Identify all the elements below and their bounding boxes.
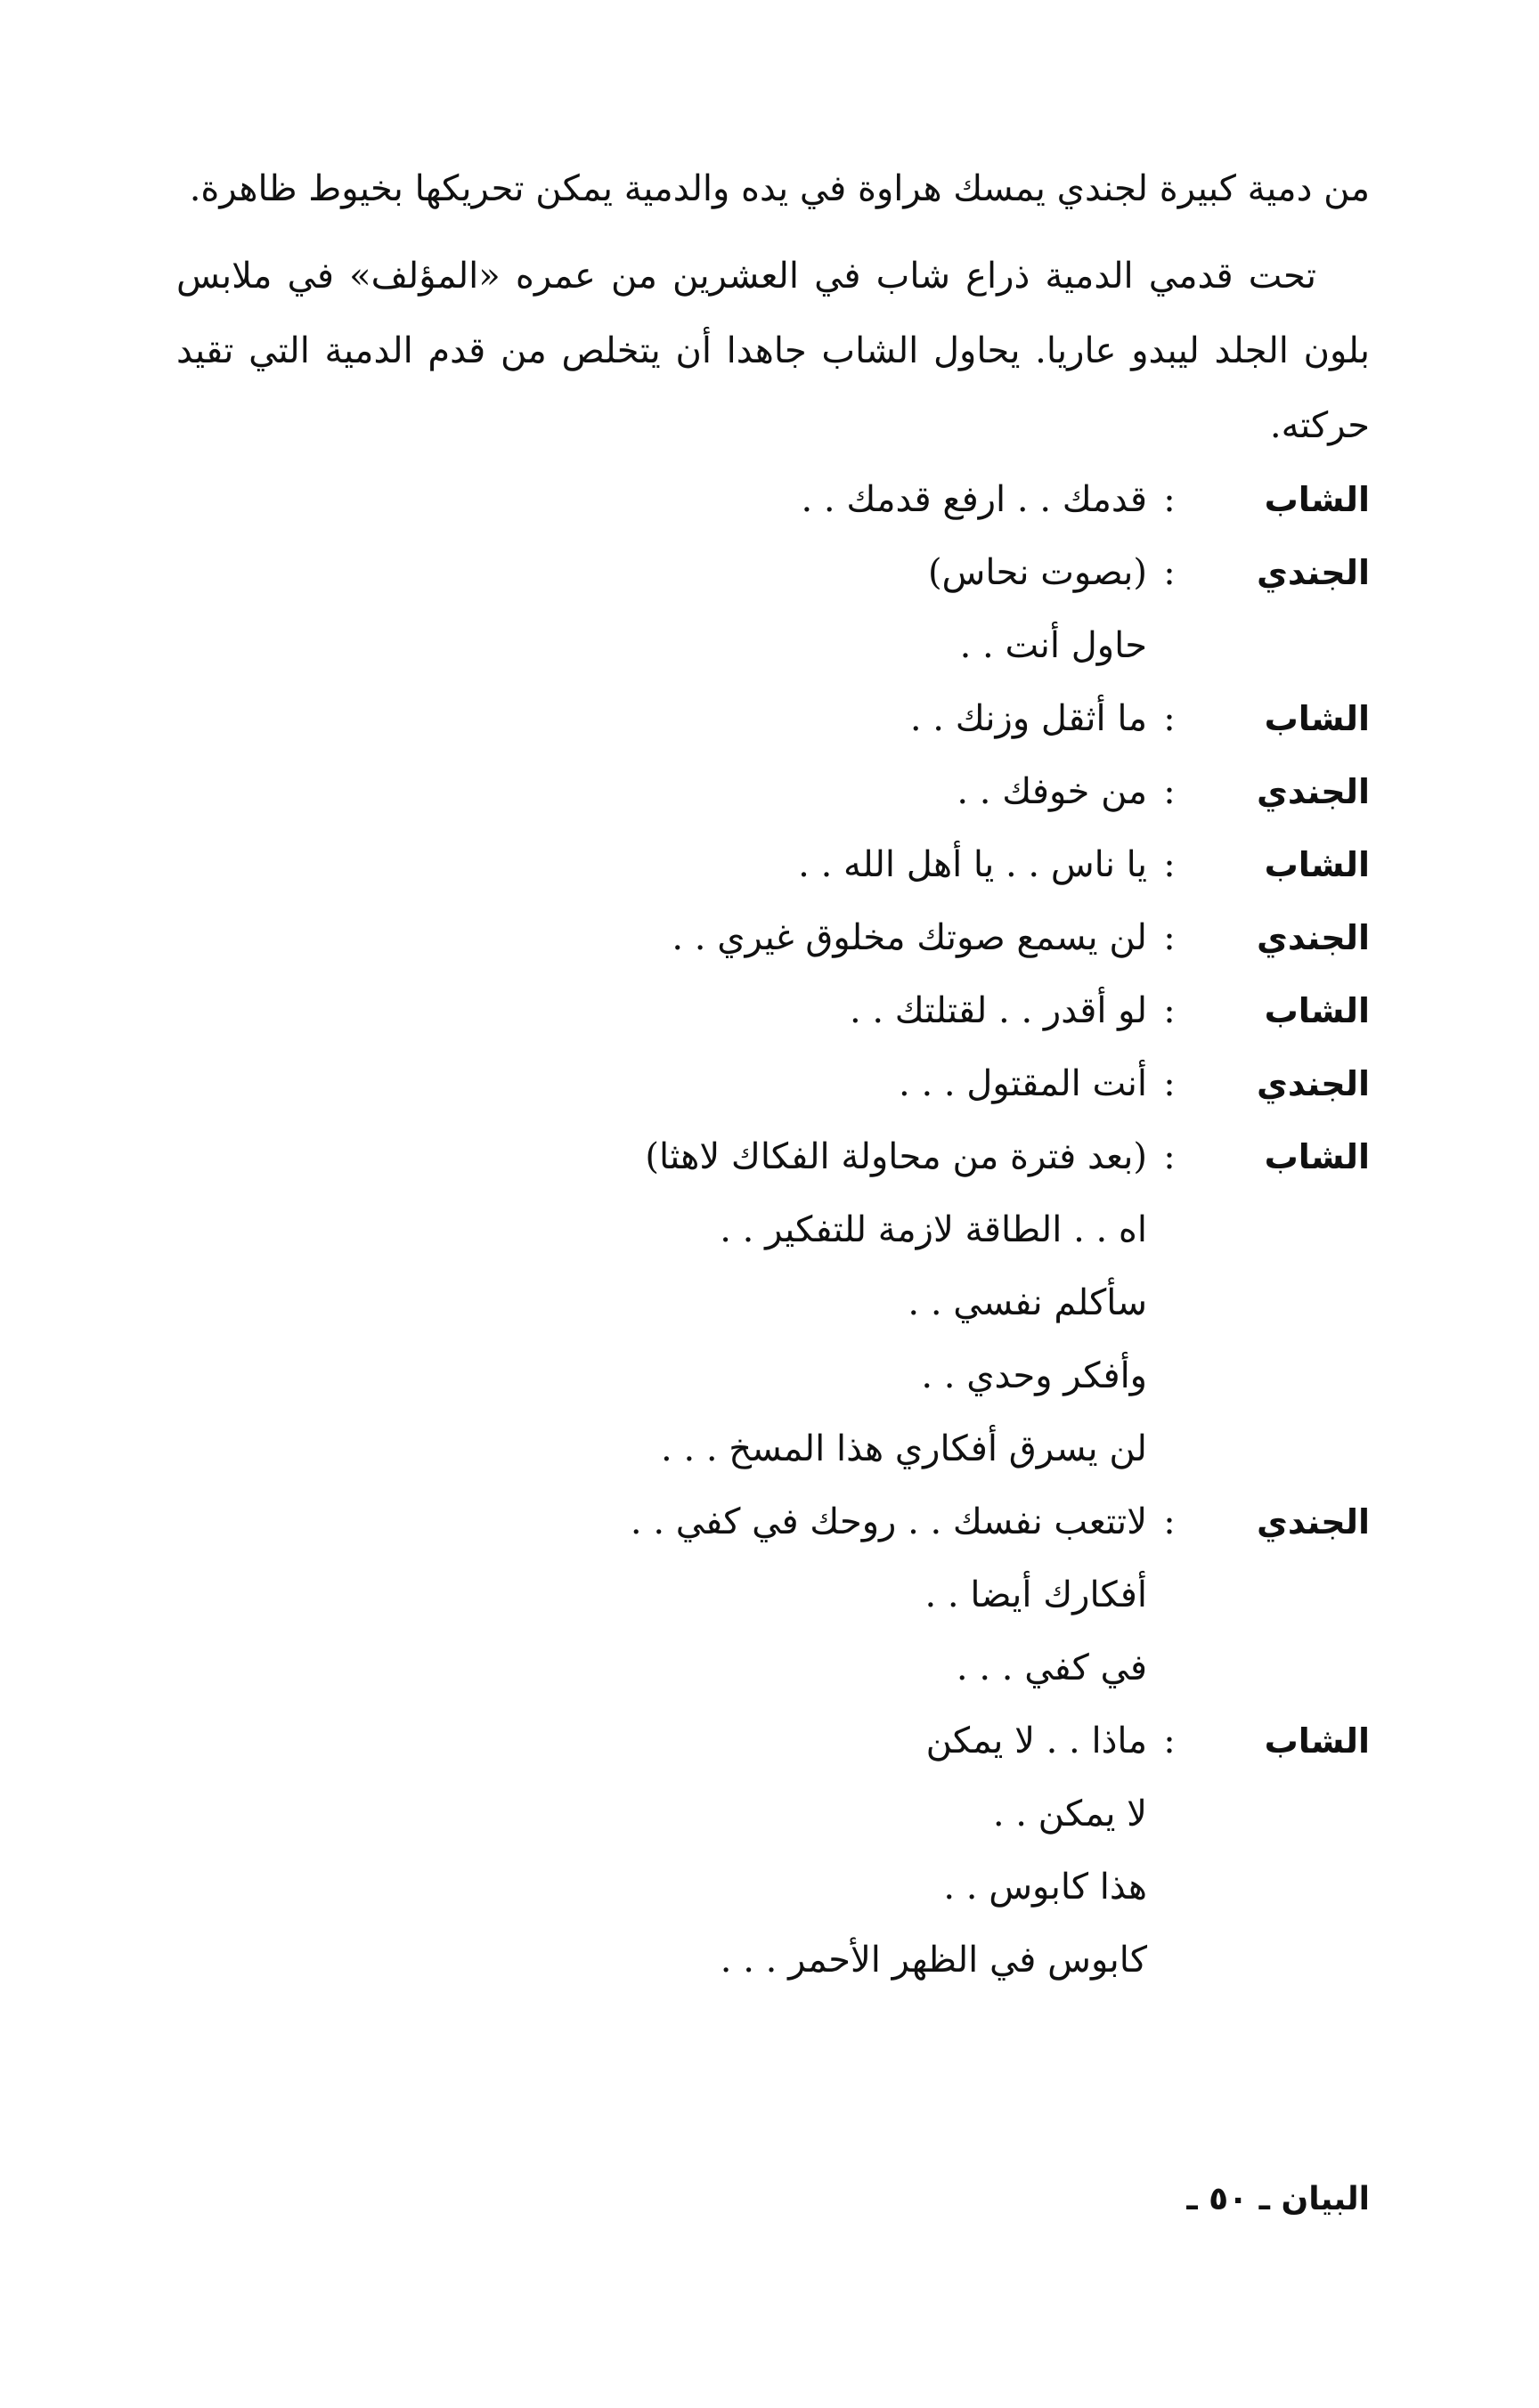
- speaker-colon: :: [1163, 990, 1176, 1031]
- dialogue-line: كابوس في الظهر الأحمر . . .: [720, 1940, 1147, 1981]
- speaker-colon: :: [1163, 917, 1176, 958]
- speaker-colon: :: [1163, 771, 1176, 812]
- speaker-colon: :: [1163, 698, 1176, 739]
- dialogue-line: حاول أنت . .: [959, 625, 1147, 666]
- page-footer: البيان ـ ٥٠ ـ: [1186, 2181, 1370, 2217]
- dialogue-turn: [123, 828, 1370, 901]
- speaker-name: الشاب: [1264, 1721, 1370, 1761]
- speaker-colon: :: [1163, 1136, 1176, 1177]
- speaker-colon: :: [1163, 1063, 1176, 1104]
- speaker-colon: :: [1163, 552, 1176, 593]
- dialogue-line: سأكلم نفسي . .: [908, 1282, 1147, 1323]
- stage-direction: (بعد فترة من محاولة الفكاك لاهثا): [645, 1136, 1147, 1177]
- dialogue: [123, 463, 1370, 1997]
- speaker-name: الشاب: [1264, 699, 1370, 738]
- dialogue-line: أنت المقتول . . .: [899, 1063, 1147, 1104]
- paragraph-2: تحت قدمي الدمية ذراع شاب في العشرين من عمره «المؤلف» في ملابس بلون الجلد ليبدو عاريا. يحاول الشاب جاهدا أن يتخلص من قدم الدمية التي تقيد حركته.: [176, 256, 1370, 446]
- dialogue-line: لن يسمع صوتك مخلوق غيري . .: [672, 917, 1147, 958]
- dialogue-line: أفكارك أيضا . .: [924, 1574, 1147, 1615]
- dialogue-turn: [123, 974, 1370, 1047]
- paragraph-1: من دمية كبيرة لجندي يمسك هراوة في يده والدمية يمكن تحريكها بخيوط ظاهرة.: [189, 168, 1370, 209]
- turn-lines: [123, 755, 1147, 828]
- dialogue-turn: [123, 755, 1370, 828]
- speaker-name: الجندي: [1257, 772, 1370, 811]
- speaker-name: الجندي: [1257, 553, 1370, 592]
- turn-lines: [123, 536, 1147, 682]
- dialogue-turn: [123, 682, 1370, 755]
- turn-lines: [123, 1485, 1147, 1704]
- dialogue-line: ماذا . . لا يمكن: [925, 1721, 1147, 1761]
- dialogue-turn: [123, 1704, 1370, 1997]
- speaker-name: الجندي: [1257, 918, 1370, 957]
- dialogue-turn: [123, 463, 1370, 536]
- dialogue-line: اه . . الطاقة لازمة للتفكير . .: [720, 1209, 1147, 1250]
- dialogue-line: وأفكر وحدي . .: [921, 1355, 1147, 1396]
- speaker-name: الشاب: [1264, 991, 1370, 1030]
- dialogue-turn: [123, 1047, 1370, 1120]
- dialogue-line: من خوفك . .: [957, 771, 1147, 812]
- turn-lines: [123, 974, 1147, 1047]
- speaker-colon: :: [1163, 844, 1176, 885]
- dialogue-line: قدمك . . ارفع قدمك . .: [801, 479, 1147, 520]
- speaker-name: الجندي: [1257, 1064, 1370, 1103]
- dialogue-turn: [123, 1120, 1370, 1485]
- dialogue-line: في كفي . . .: [956, 1647, 1147, 1688]
- speaker-name: الشاب: [1264, 845, 1370, 884]
- speaker-colon: :: [1163, 1501, 1176, 1542]
- turn-lines: [123, 828, 1147, 901]
- turn-lines: [123, 1120, 1147, 1485]
- turn-lines: [123, 901, 1147, 974]
- speaker-colon: :: [1163, 479, 1176, 520]
- turn-lines: [123, 1047, 1147, 1120]
- speaker-colon: :: [1163, 1721, 1176, 1761]
- turn-lines: [123, 682, 1147, 755]
- turn-lines: [123, 463, 1147, 536]
- dialogue-line: لن يسرق أفكاري هذا المسخ . . .: [661, 1428, 1147, 1469]
- dialogue-turn: [123, 901, 1370, 974]
- speaker-name: الجندي: [1257, 1502, 1370, 1542]
- dialogue-line: لاتتعب نفسك . . روحك في كفي . .: [630, 1501, 1147, 1542]
- dialogue-line: يا ناس . . يا أهل الله . .: [798, 844, 1147, 885]
- dialogue-line: هذا كابوس . .: [943, 1867, 1147, 1908]
- turn-lines: [123, 1704, 1147, 1997]
- stage-direction: (بصوت نحاس): [927, 552, 1147, 593]
- dialogue-turn: [123, 1485, 1370, 1704]
- speaker-name: الشاب: [1264, 480, 1370, 519]
- dialogue-line: ما أثقل وزنك . .: [909, 698, 1147, 739]
- dialogue-turn: [123, 536, 1370, 682]
- speaker-name: الشاب: [1264, 1137, 1370, 1176]
- dialogue-line: لو أقدر . . لقتلتك . .: [849, 990, 1147, 1031]
- dialogue-line: لا يمكن . .: [992, 1794, 1147, 1834]
